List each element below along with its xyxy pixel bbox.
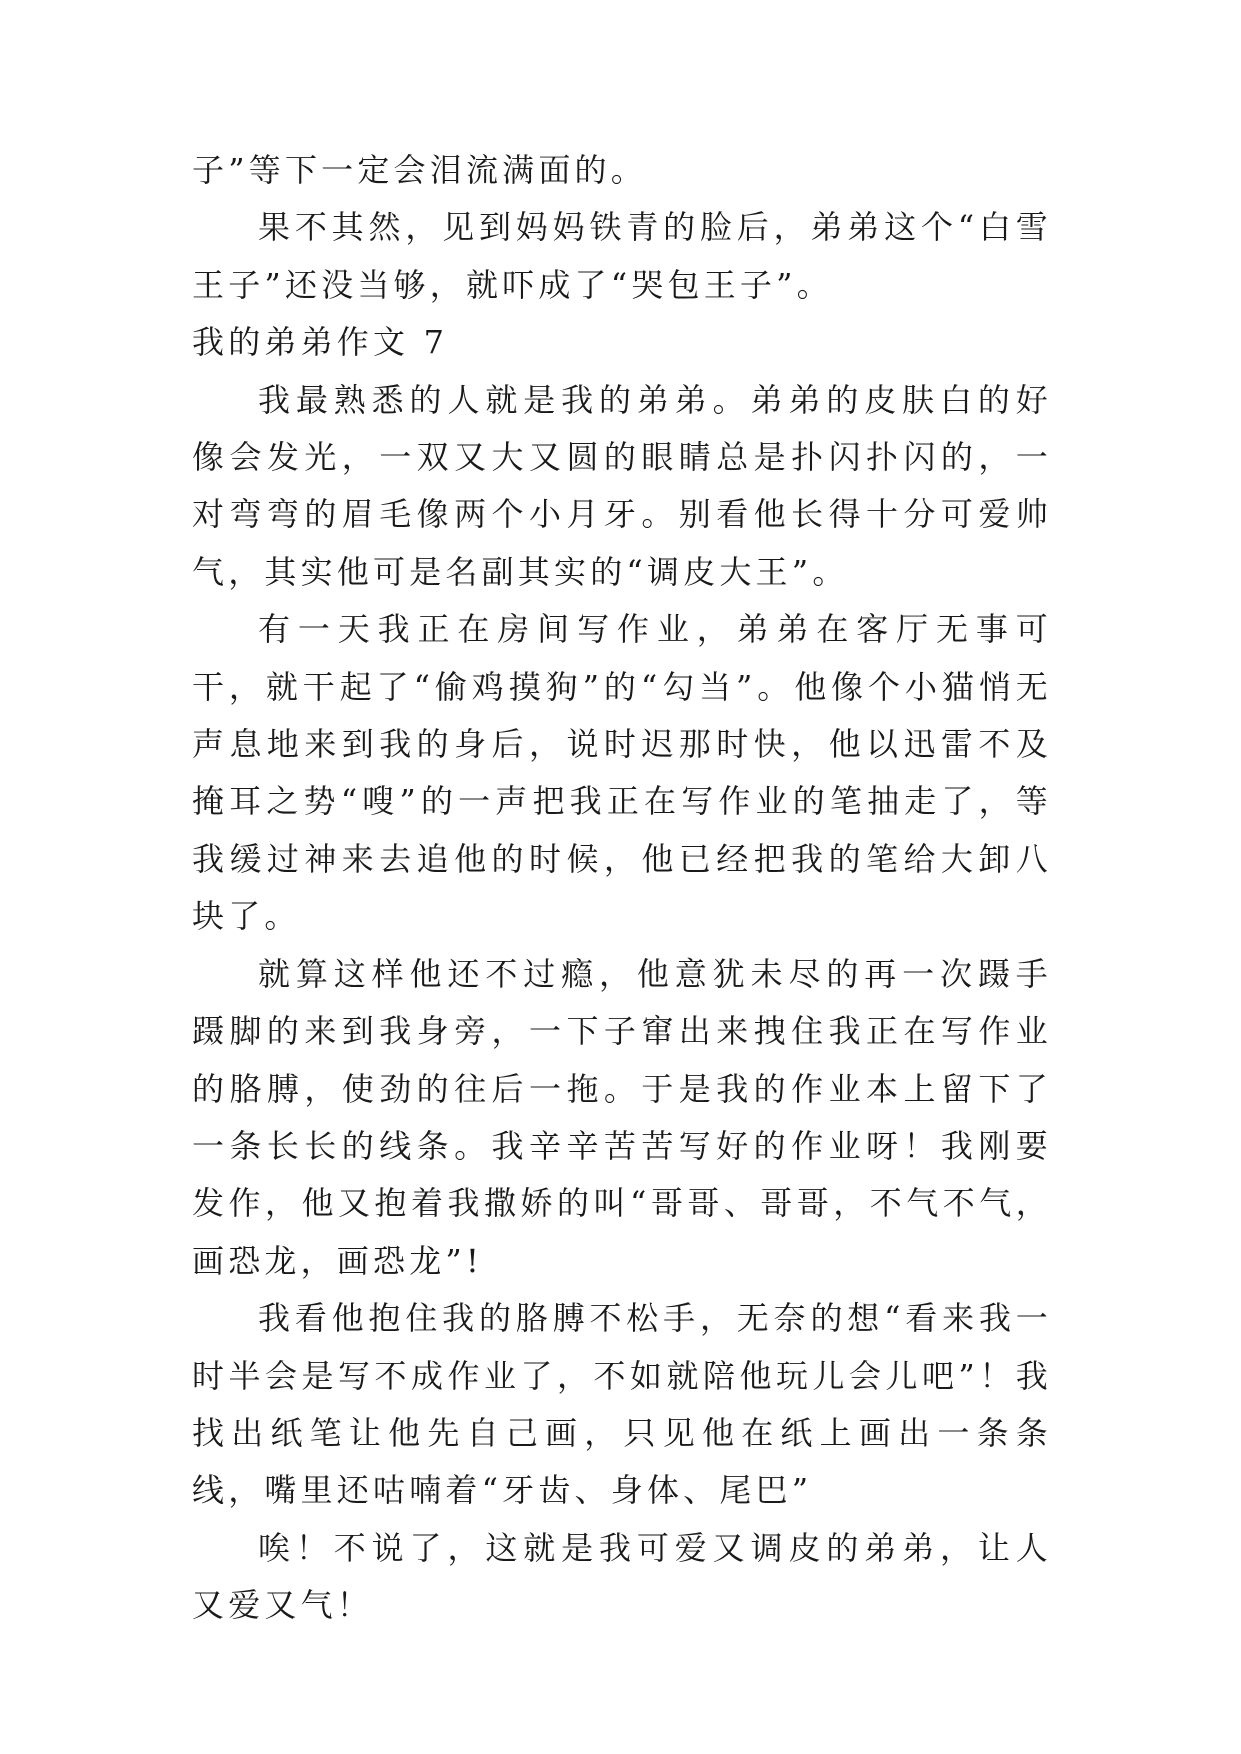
paragraph: 有一天我正在房间写作业，弟弟在客厅无事可干，就干起了“偷鸡摸狗”的“勾当”。他像个小猫悄无声息地来到我的身后，说时迟那时快，他以迅雷不及掩耳之势“嗖”的一声把我正在写作业的笔抽走了，等我缓过神来去追他的时候，他已经把我的笔给大卸八块了。 xyxy=(192,610,1052,936)
document-page xyxy=(192,142,1052,1635)
paragraph: 果不其然，见到妈妈铁青的脸后，弟弟这个“白雪王子”还没当够，就吓成了“哭包王子”。 xyxy=(192,208,1052,304)
paragraph: 就算这样他还不过瘾，他意犹未尽的再一次蹑手蹑脚的来到我身旁，一下子窜出来拽住我正在写作业的胳膊，使劲的往后一拖。于是我的作业本上留下了一条长长的线条。我辛辛苦苦写好的作业呀！我刚要发作，他又抱着我撒娇的叫“哥哥、哥哥，不气不气，画恐龙，画恐龙”! xyxy=(192,954,1052,1280)
paragraph: 我最熟悉的人就是我的弟弟。弟弟的皮肤白的好像会发光，一双又大又圆的眼睛总是扑闪扑闪的，一对弯弯的眉毛像两个小月牙。别看他长得十分可爱帅气，其实他可是名副其实的“调皮大王”。 xyxy=(192,380,1052,591)
paragraph: 唉！不说了，这就是我可爱又调皮的弟弟，让人又爱又气！ xyxy=(192,1528,1052,1625)
paragraph-continuation: 子”等下一定会泪流满面的。 xyxy=(192,151,647,189)
section-title: 我的弟弟作文 7 xyxy=(192,323,449,362)
paragraph: 我看他抱住我的胳膊不松手，无奈的想“看来我一时半会是写不成作业了，不如就陪他玩儿会儿吧”！我找出纸笔让他先自己画，只见他在纸上画出一条条线，嘴里还咕喃着“牙齿、身体、尾巴” xyxy=(192,1299,1052,1510)
